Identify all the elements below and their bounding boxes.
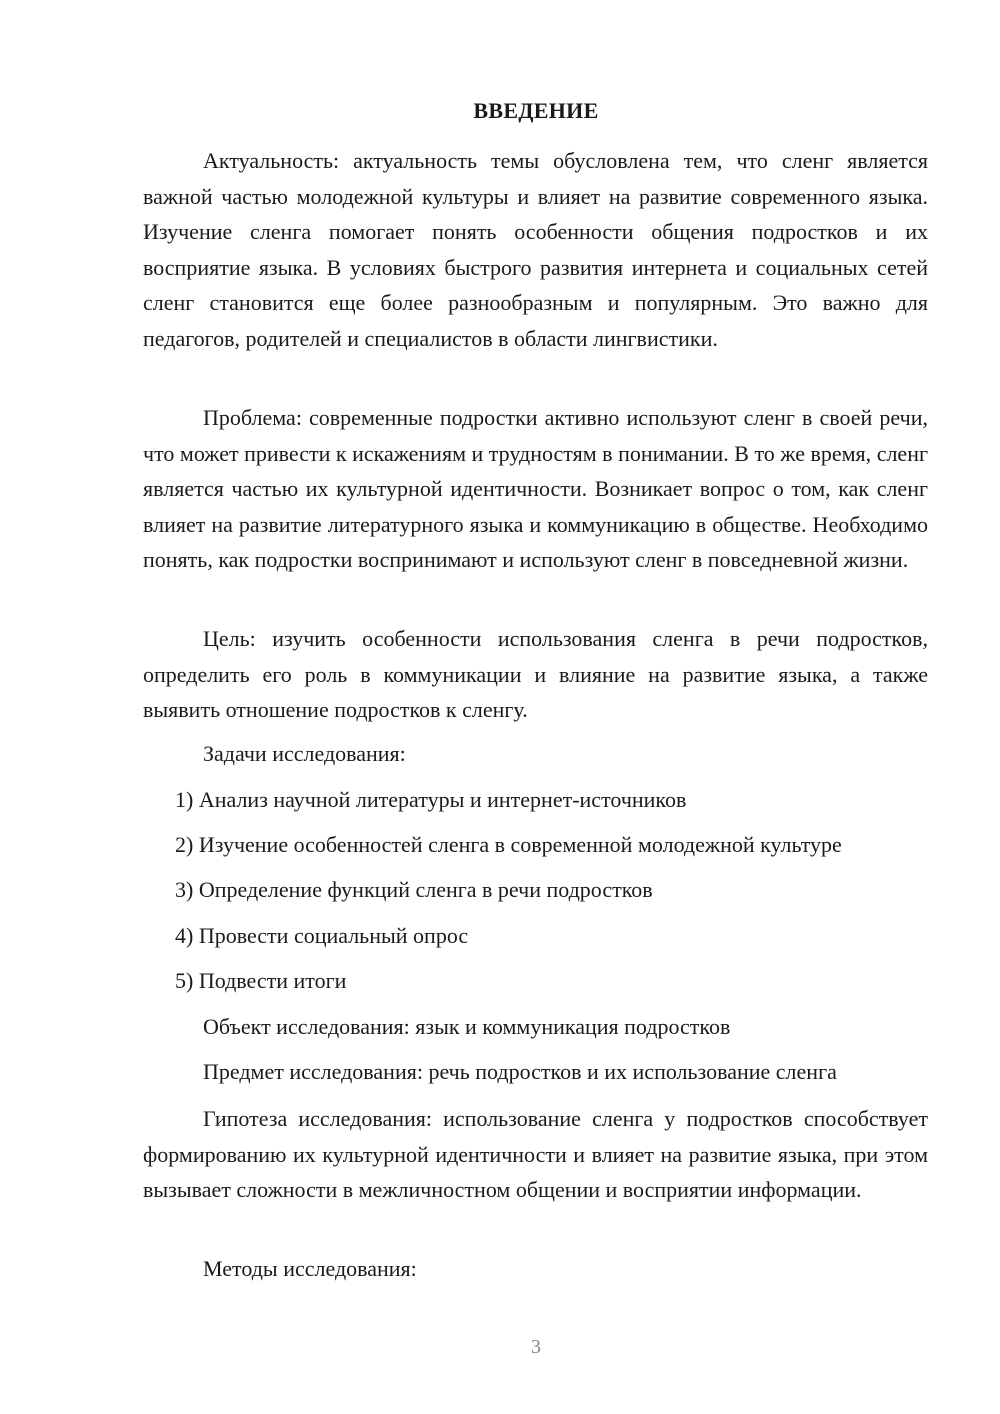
list-item: 3) Определение функций сленга в речи подростков [175, 877, 653, 902]
paragraph-hypothesis: Гипотеза исследования: использование сленга у подростков способствует формированию их культурной идентичности и влияет на развитие языка, при этом вызывает сложности в межличностном общении и восприятии информации. [143, 1106, 928, 1202]
paragraph-goal: Цель: изучить особенности использования сленга в речи подростков, определить его роль в коммуникации и влияние на развитие языка, а также выявить отношение подростков к сленгу. [143, 626, 928, 722]
research-subject: Предмет исследования: речь подростков и их использование сленга [203, 1059, 837, 1084]
paragraph-relevance: Актуальность: актуальность темы обусловлена тем, что сленг является важной частью молодежной культуры и влияет на развитие современного языка. Изучение сленга помогает понять особенности общения подростков и их восприятие языка. В условиях быстрого развития интернета и социальных сетей сленг становится еще более разнообразным и популярным. Это важно для педагогов, родителей и специалистов в области лингвистики. [143, 148, 928, 351]
paragraph-problem: Проблема: современные подростки активно используют сленг в своей речи, что может привести к искажениям и трудностям в понимании. В то же время, сленг является частью их культурной идентичности. Возникает вопрос о том, как сленг влияет на развитие литературного языка и коммуникацию в обществе. Необходимо понять, как подростки воспринимают и используют сленг в повседневной жизни. [143, 405, 928, 572]
tasks-heading: Задачи исследования: [203, 741, 406, 766]
list-item: 1) Анализ научной литературы и интернет-источников [175, 787, 687, 812]
methods-heading: Методы исследования: [203, 1256, 417, 1281]
page-title: ВВЕДЕНИЕ [473, 98, 599, 123]
page-number: 3 [531, 1336, 541, 1358]
list-item: 5) Подвести итоги [175, 968, 347, 993]
list-item: 2) Изучение особенностей сленга в современной молодежной культуре [175, 832, 842, 857]
research-object: Объект исследования: язык и коммуникация подростков [203, 1014, 731, 1039]
list-item: 4) Провести социальный опрос [175, 923, 469, 948]
